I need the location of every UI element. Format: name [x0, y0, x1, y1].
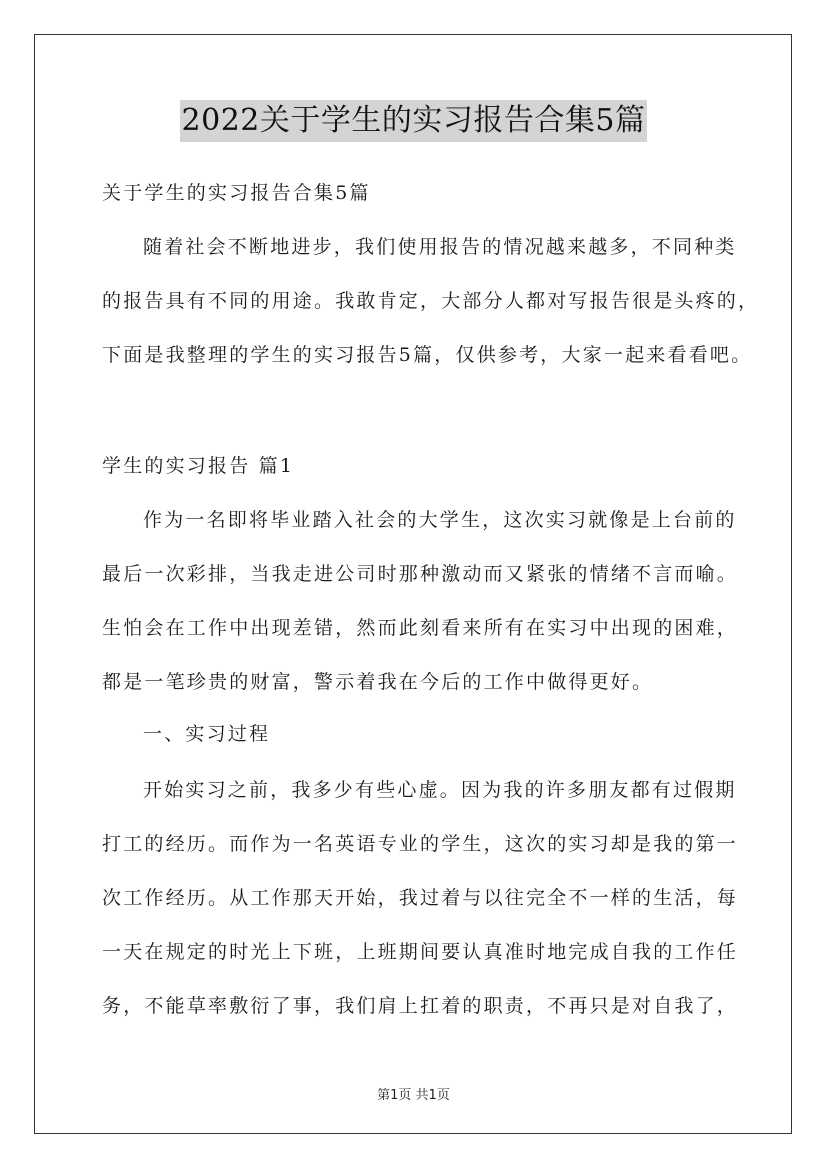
- paragraph-line: 最后一次彩排，当我走进公司时那种激动而又紧张的情绪不言而喻。: [102, 563, 739, 585]
- paragraph-line: 都是一笔珍贵的财富，警示着我在今后的工作中做得更好。: [102, 671, 654, 693]
- sub-heading: 一、实习过程: [143, 723, 271, 745]
- intro-line: 下面是我整理的学生的实习报告5篇，仅供参考，大家一起来看看吧。: [102, 344, 753, 366]
- paragraph-line: 生怕会在工作中出现差错，然而此刻看来所有在实习中出现的困难，: [102, 617, 739, 639]
- section-heading: 学生的实习报告 篇1: [102, 455, 295, 477]
- paragraph-line: 作为一名即将毕业踏入社会的大学生，这次实习就像是上台前的: [143, 509, 737, 531]
- document-title: 2022关于学生的实习报告合集5篇: [180, 100, 648, 142]
- paragraph-line: 打工的经历。而作为一名英语专业的学生，这次的实习却是我的第一: [102, 833, 739, 855]
- intro-line: 的报告具有不同的用途。我敢肯定，大部分人都对写报告很是头疼的，: [102, 290, 760, 312]
- intro-line: 随着社会不断地进步，我们使用报告的情况越来越多，不同种类: [143, 236, 737, 258]
- document-subtitle: 关于学生的实习报告合集5篇: [102, 182, 371, 204]
- paragraph-line: 次工作经历。从工作那天开始，我过着与以往完全不一样的生活，每: [102, 887, 739, 909]
- paragraph-line: 开始实习之前，我多少有些心虚。因为我的许多朋友都有过假期: [143, 779, 737, 801]
- paragraph-line: 一天在规定的时光上下班，上班期间要认真准时地完成自我的工作任: [102, 941, 739, 963]
- paragraph-line: 务，不能草率敷衍了事，我们肩上扛着的职责，不再只是对自我了，: [102, 995, 739, 1017]
- title-container: [0, 100, 827, 142]
- page-number: 第1页 共1页: [377, 1088, 450, 1103]
